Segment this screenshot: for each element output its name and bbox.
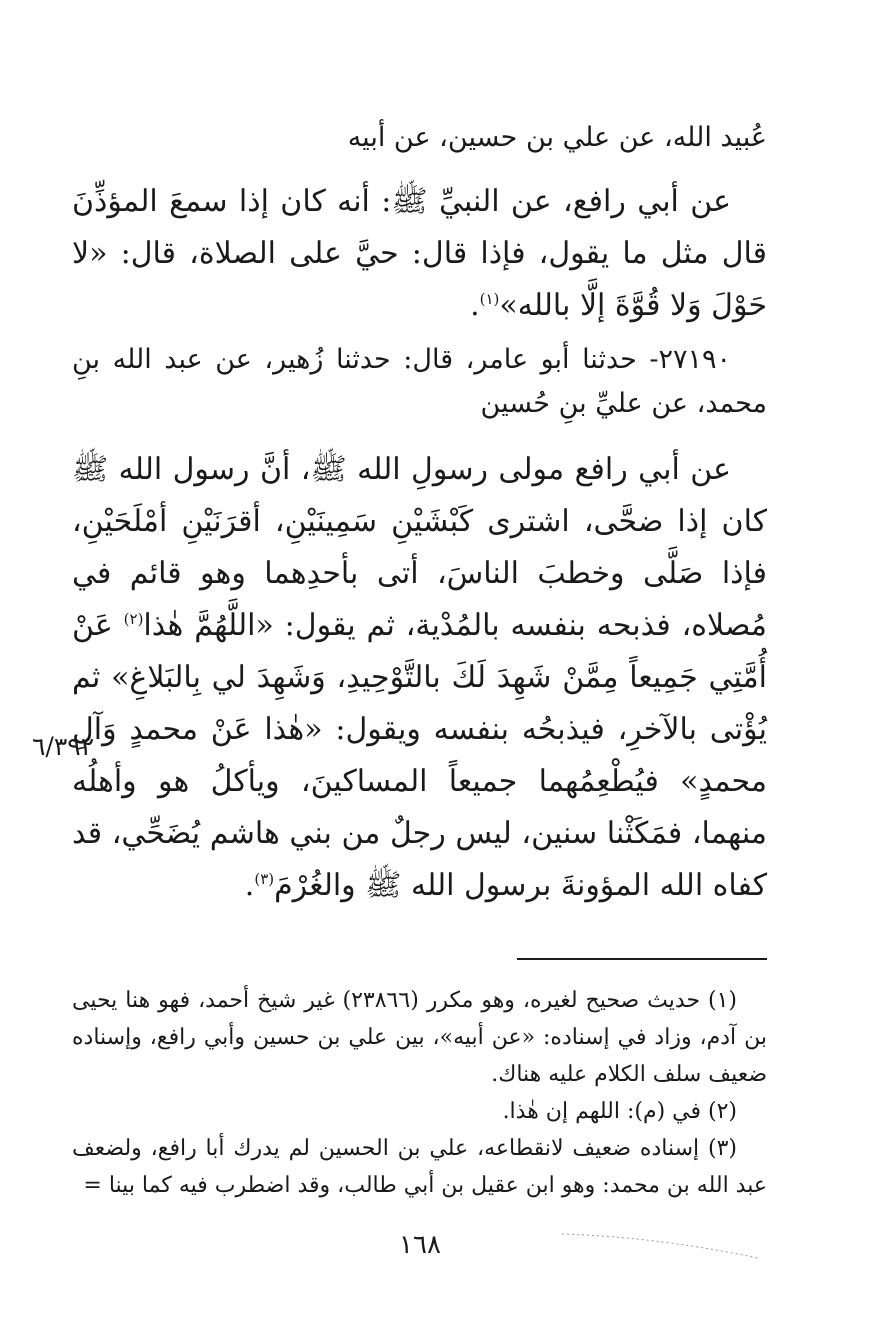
isnad-paragraph-27190: ٢٧١٩٠- حدثنا أبو عامر، قال: حدثنا زُهير، عن عبد الله بنِ محمد، عن عليِّ بنِ حُسين bbox=[72, 344, 767, 419]
footnote-2: (٢) في (م): اللهم إن هٰذا. bbox=[502, 1099, 737, 1124]
hadith-paragraph-1 bbox=[72, 176, 767, 332]
hadith-2-part-2: عَنْ أُمَّتِي جَمِيعاً مِمَّنْ شَهِدَ لَكَ بالتَّوْحِيدِ، وَشَهِدَ لي بِالبَلاغِ» ثم يُؤْتى بالآخرِ، فيذبحُه بنفسه ويقول: «هٰذا عَنْ محمدٍ وَآلِ محمدٍ» فيُطْعِمُهما جميعاً المساكينَ، ويأكلُ هو وأهلُه منهما، فمَكَثْنا سنين، ليس رجلٌ من بني هاشم يُضَحِّي، قد كفاه الله المؤونةَ برسول الله ﷺ والغُرْمَ bbox=[72, 608, 767, 903]
footnote-marker-2[interactable]: (٢) bbox=[123, 610, 144, 628]
hadith-2-part-1: عن أبي رافع مولى رسولِ الله ﷺ، أنَّ رسول الله ﷺ كان إذا ضحَّى، اشترى كَبْشَيْنِ سَمِينَيْنِ، أقرَنَيْنِ أمْلَحَيْنِ، فإذا صَلَّى وخطبَ الناسَ، أتى بأحدِهما وهو قائم في مُصلاه، فذبحه بنفسه بالمُدْية، ثم يقول: «اللَّهُمَّ هٰذا bbox=[72, 452, 767, 643]
margin-volume-page-reference: ٦/٣٩٢ bbox=[32, 732, 95, 761]
scan-smudge-mark bbox=[560, 1228, 760, 1262]
footnote-marker-1[interactable]: (١) bbox=[479, 290, 500, 308]
footnote-marker-3[interactable]: (٣) bbox=[254, 870, 275, 888]
intro-isnad-line: عُبيد الله، عن علي بن حسين، عن أبيه bbox=[347, 122, 767, 153]
footnotes-section bbox=[72, 982, 767, 1204]
hadith-1-end: . bbox=[470, 288, 480, 323]
footnote-separator-rule bbox=[517, 958, 767, 960]
hadith-paragraph-2 bbox=[72, 444, 767, 912]
page-number: ١٦٨ bbox=[399, 1230, 441, 1260]
footnote-1: (١) حديث صحيح لغيره، وهو مكرر (٢٣٨٦٦) غير شيخ أحمد، فهو هنا يحيى بن آدم، وزاد في إسناده: «عن أبيه»، بين علي بن حسين وأبي رافع، وإسناده ضعيف سلف الكلام عليه هناك. bbox=[72, 988, 767, 1087]
footnote-3: (٣) إسناده ضعيف لانقطاعه، علي بن الحسين لم يدرك أبا رافع، ولضعف عبد الله بن محمد: وهو ابن عقيل بن أبي طالب، وقد اضطرب فيه كما بينا = bbox=[72, 1136, 767, 1198]
hadith-2-end: . bbox=[244, 868, 255, 903]
hadith-1-text: عن أبي رافع، عن النبيِّ ﷺ: أنه كان إذا سمعَ المؤذِّنَ قال مثل ما يقول، فإذا قال: حيَّ على الصلاة، قال: «لا حَوْلَ وَلا قُوَّةَ إلَّا بالله» bbox=[72, 184, 767, 323]
